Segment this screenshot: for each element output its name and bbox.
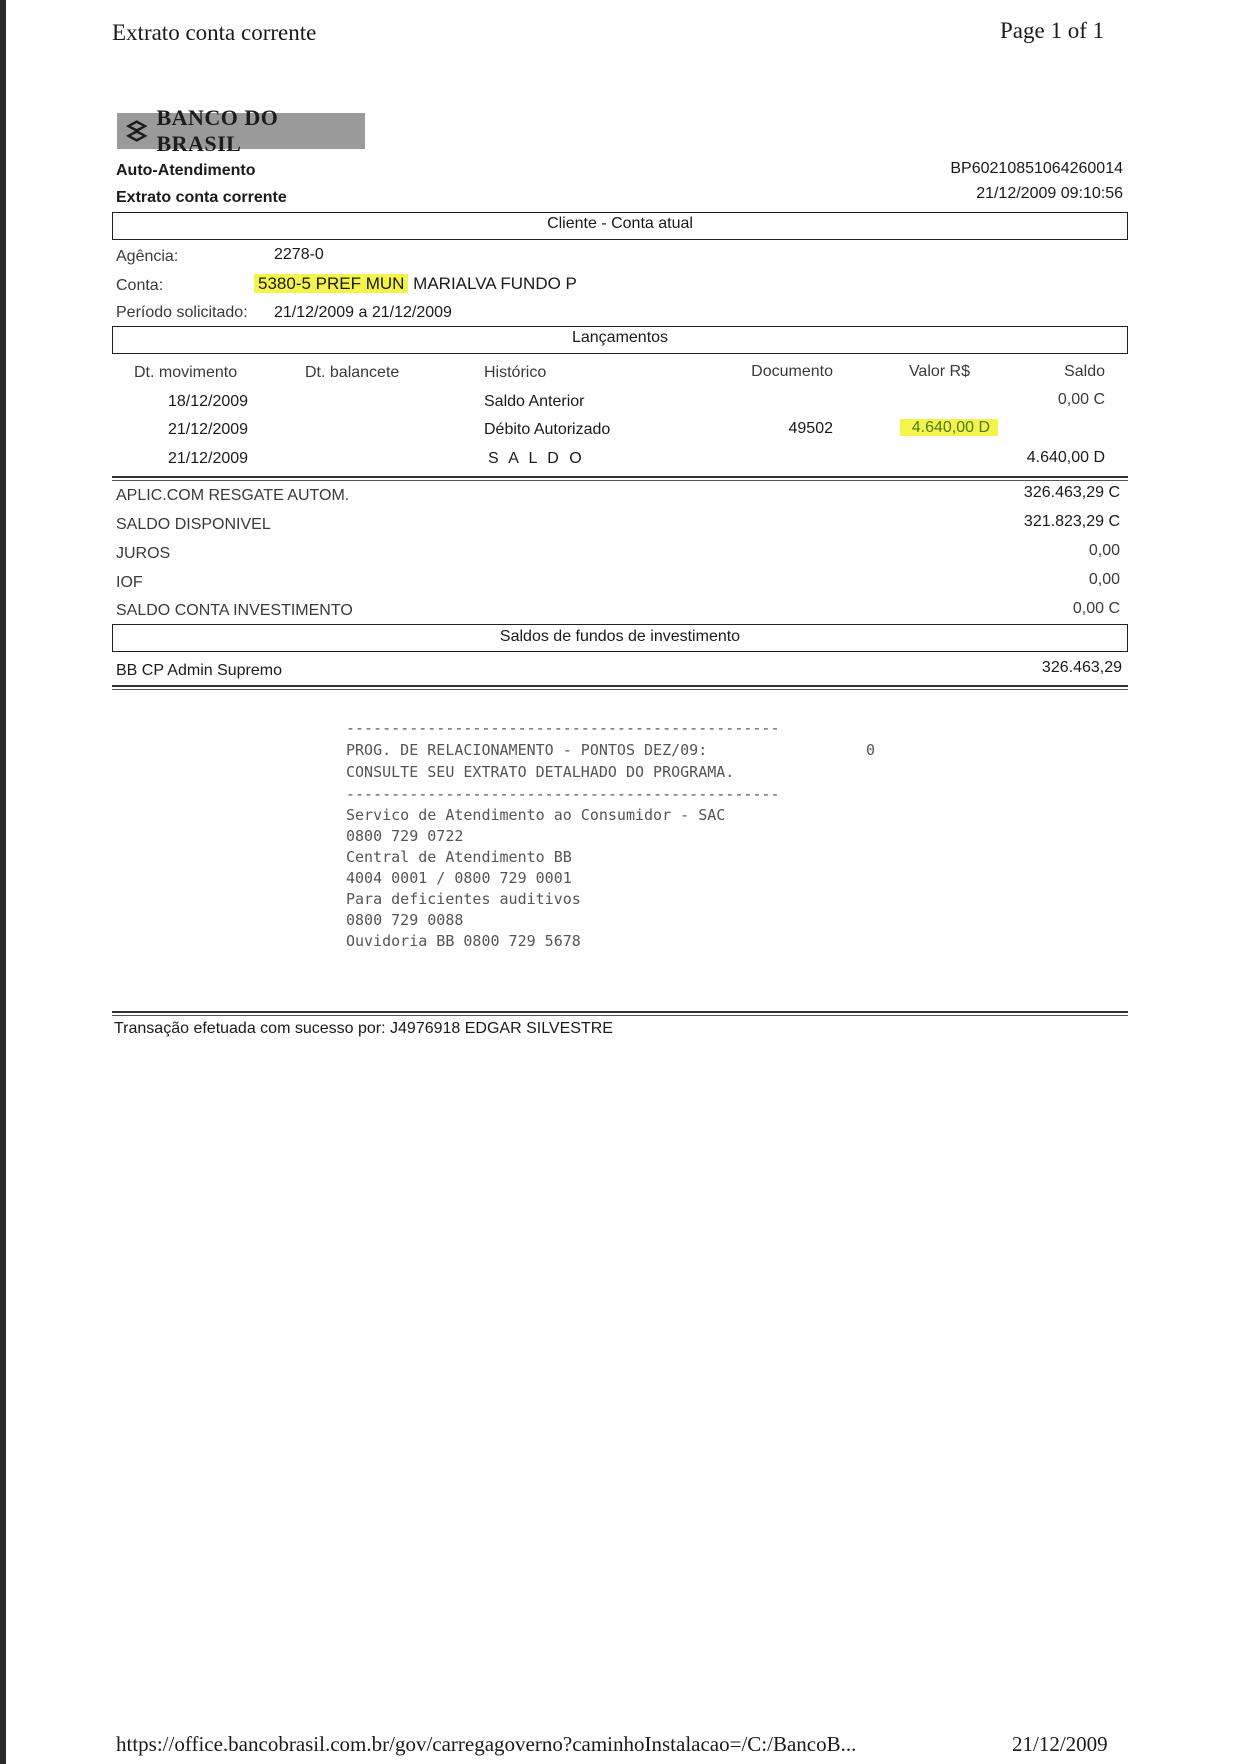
funds-section-title: Saldos de fundos de investimento	[499, 628, 741, 645]
col-documento: Documento	[751, 363, 833, 380]
print-header-page: Page 1 of 1	[1000, 18, 1105, 43]
transaction-status	[114, 1020, 613, 1038]
logo-wordmark: BANCO DO BRASIL	[156, 105, 279, 156]
col-dt-movimento: Dt. movimento	[134, 364, 238, 381]
sac-line: Servico de Atendimento ao Consumidor - SAC	[346, 806, 726, 824]
statement-datetime: 21/12/2009 09:10:56	[976, 185, 1123, 202]
sac-line: 0800 729 0088	[346, 911, 464, 929]
reference-code: BP60210851064260014	[950, 160, 1123, 177]
row2-valor	[900, 419, 998, 437]
footer-divider-thin	[112, 1015, 1128, 1016]
summary-label-juros: JUROS	[116, 545, 171, 562]
col-valor: Valor R$	[908, 363, 970, 380]
summary-value-conta-investimento: 0,00 C	[1072, 600, 1120, 617]
col-dt-balancete: Dt. balancete	[305, 364, 400, 381]
footer-divider	[112, 1011, 1128, 1013]
scan-edge	[0, 0, 6, 1764]
summary-value-saldo-disponivel: 321.823,29 C	[1023, 513, 1120, 530]
print-header-title: Extrato conta corrente	[112, 20, 317, 45]
statement-type-label: Extrato conta corrente	[116, 189, 287, 206]
row1-historico: Saldo Anterior	[484, 393, 585, 410]
fund-name: BB CP Admin Supremo	[116, 662, 283, 679]
conta-label: Conta:	[116, 277, 164, 294]
notice-points-value: 0	[866, 741, 876, 759]
client-section-title: Cliente - Conta atual	[547, 215, 693, 232]
agencia-value: 2278-0	[274, 246, 324, 263]
summary-value-juros: 0,00	[1088, 542, 1120, 559]
notice-dashes-bottom: ------------------------------------------------	[346, 785, 780, 803]
auto-atendimento-label: Auto-Atendimento	[116, 162, 256, 179]
summary-value-iof: 0,00	[1088, 571, 1120, 588]
row2-documento: 49502	[788, 420, 833, 437]
summary-value-aplic: 326.463,29 C	[1023, 484, 1120, 501]
summary-label-saldo-disponivel: SALDO DISPONIVEL	[116, 516, 271, 533]
banco-do-brasil-logo	[117, 105, 365, 156]
row1-saldo: 0,00 C	[1057, 391, 1105, 408]
funds-divider-thin	[112, 689, 1128, 690]
transaction-user: J4976918 EDGAR SILVESTRE	[390, 1020, 613, 1037]
bb-symbol-icon	[123, 118, 150, 144]
lancamentos-title: Lançamentos	[571, 329, 669, 346]
conta-value-rest: MARIALVA FUNDO P	[408, 274, 577, 293]
summary-label-aplic: APLIC.COM RESGATE AUTOM.	[116, 487, 350, 504]
row3-saldo: 4.640,00 D	[1026, 449, 1105, 466]
col-historico: Histórico	[484, 364, 547, 381]
funds-divider	[112, 685, 1128, 687]
sac-line: Para deficientes auditivos	[346, 890, 581, 908]
row2-historico: Débito Autorizado	[484, 421, 611, 438]
sac-line: 4004 0001 / 0800 729 0001	[346, 869, 572, 887]
sac-line: Central de Atendimento BB	[346, 848, 572, 866]
col-saldo: Saldo	[1064, 363, 1105, 380]
valor-highlight: 4.640,00 D	[900, 419, 998, 436]
row1-dt-movimento: 18/12/2009	[168, 393, 249, 410]
conta-value	[254, 274, 577, 294]
sac-line: Ouvidoria BB 0800 729 5678	[346, 932, 581, 950]
notice-dashes-top: ------------------------------------------------	[346, 719, 780, 737]
conta-highlight: 5380-5 PREF MUN	[254, 274, 408, 293]
print-footer-url: https://office.bancobrasil.com.br/gov/carregagoverno?caminhoInstalacao=/C:/BancoB...	[116, 1732, 857, 1756]
row3-dt-movimento: 21/12/2009	[168, 450, 249, 467]
summary-label-conta-investimento: SALDO CONTA INVESTIMENTO	[116, 602, 353, 619]
summary-label-iof: IOF	[116, 574, 143, 591]
sac-line: 0800 729 0722	[346, 827, 464, 845]
lancamentos-divider-thin	[112, 480, 1128, 481]
row2-dt-movimento: 21/12/2009	[168, 421, 249, 438]
agencia-label: Agência:	[116, 248, 179, 265]
print-footer-date: 21/12/2009	[1012, 1732, 1108, 1756]
transaction-label: Transação efetuada com sucesso por:	[114, 1020, 386, 1037]
row3-historico: S A L D O	[488, 450, 585, 467]
lancamentos-divider	[112, 476, 1128, 478]
periodo-label: Período solicitado:	[116, 304, 248, 321]
periodo-value: 21/12/2009 a 21/12/2009	[274, 304, 452, 321]
notice-points-line: PROG. DE RELACIONAMENTO - PONTOS DEZ/09:	[346, 741, 708, 759]
notice-consult-line: CONSULTE SEU EXTRATO DETALHADO DO PROGRAMA.	[346, 763, 735, 781]
fund-value: 326.463,29	[1041, 659, 1122, 676]
